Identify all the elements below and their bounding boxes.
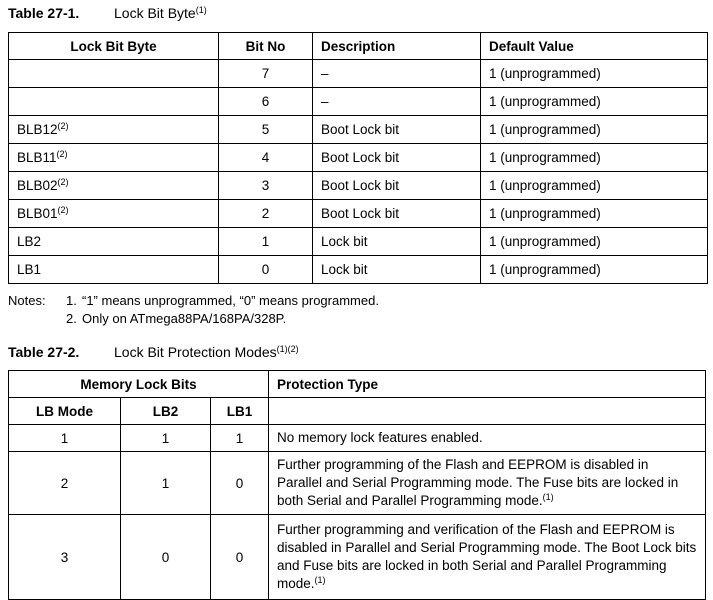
notes-label: Notes: [8, 293, 46, 308]
table-row [9, 515, 706, 600]
default-value-cell [481, 228, 708, 256]
table1-notes [8, 292, 379, 328]
lock-bit-name-text: BLB11 [17, 150, 57, 165]
bit-number-cell [219, 116, 313, 144]
lock-bit-name-cell [9, 144, 219, 172]
default-value-cell [481, 88, 708, 116]
table1-number: Table 27-1. [8, 5, 80, 21]
table-row [9, 116, 708, 144]
table2-title-footnote: (1)(2) [276, 344, 299, 354]
default-value-cell [481, 60, 708, 88]
lb-mode-cell: 1 [9, 425, 121, 452]
bit-number-cell [219, 256, 313, 284]
protection-type-cell [269, 425, 706, 452]
description-cell [313, 60, 481, 88]
lock-bit-name-cell [9, 116, 219, 144]
table2-body [9, 371, 706, 600]
footnote-ref: (2) [56, 149, 68, 159]
table1-title-footnote: (1) [195, 5, 207, 15]
bit-number-text: 2 [261, 206, 270, 221]
table2-number: Table 27-2. [8, 344, 80, 360]
description-cell [313, 116, 481, 144]
lock-bit-name-text: BLB12 [17, 122, 58, 137]
bit-number-cell [219, 144, 313, 172]
note-number: 1. [66, 293, 77, 308]
note-number: 2. [66, 311, 77, 326]
table-row [9, 425, 706, 452]
bit-number-text: 3 [261, 178, 270, 193]
footnote-ref: (2) [57, 205, 69, 215]
description-cell [313, 172, 481, 200]
protection-type-text: Further programming of the Flash and EEPROM is disabled in Parallel and Serial Programming mode. The Fuse bits are locked in both Serial and Parallel Programming mode. [277, 457, 679, 508]
description-cell [313, 256, 481, 284]
bit-number-text: 0 [261, 262, 270, 277]
lock-bit-name-text: LB1 [17, 262, 42, 277]
bit-number-text: 7 [261, 66, 270, 81]
table1-header-row [9, 33, 708, 60]
footnote-ref: (2) [57, 177, 69, 187]
default-value-text: 1 (unprogrammed) [489, 206, 601, 221]
note-row [8, 310, 379, 328]
bit-number-text: 4 [261, 150, 270, 165]
table1-title: Lock Bit Byte [114, 5, 196, 21]
footnote-ref: (2) [57, 121, 69, 131]
description-text: – [321, 66, 329, 81]
table-row [9, 144, 708, 172]
lock-bit-byte-table [8, 32, 708, 284]
bit-number-cell [219, 172, 313, 200]
default-value-cell [481, 172, 708, 200]
description-text: Boot Lock bit [321, 122, 400, 137]
bit-number-text: 6 [261, 94, 270, 109]
header-protection-type: Protection Type [269, 371, 706, 398]
lock-bit-protection-modes-table [8, 370, 706, 600]
lock-bit-name-cell [9, 256, 219, 284]
default-value-text: 1 (unprogrammed) [489, 66, 601, 81]
default-value-text: 1 (unprogrammed) [489, 122, 601, 137]
default-value-text: 1 (unprogrammed) [489, 262, 601, 277]
description-text: Lock bit [321, 262, 368, 277]
description-cell [313, 88, 481, 116]
table-row [9, 200, 708, 228]
description-text: Boot Lock bit [321, 150, 400, 165]
protection-type-cell [269, 515, 706, 600]
bit-number-cell [219, 200, 313, 228]
bit-number-text: 1 [261, 234, 270, 249]
default-value-text: 1 (unprogrammed) [489, 178, 601, 193]
table2-subheader-row [9, 398, 706, 425]
description-text: Lock bit [321, 234, 368, 249]
lb2-cell: 1 [121, 452, 211, 515]
default-value-cell [481, 116, 708, 144]
header-lb2: LB2 [121, 398, 211, 425]
table1-caption [8, 5, 207, 21]
lb1-cell: 0 [211, 515, 269, 600]
bit-number-cell [219, 60, 313, 88]
lb-mode-cell: 2 [9, 452, 121, 515]
default-value-text: 1 (unprogrammed) [489, 150, 601, 165]
default-value-cell [481, 144, 708, 172]
default-value-text: 1 (unprogrammed) [489, 94, 601, 109]
default-value-text: 1 (unprogrammed) [489, 234, 601, 249]
header-bit-no: Bit No [219, 33, 313, 60]
default-value-cell [481, 200, 708, 228]
table-row [9, 228, 708, 256]
protection-type-text: No memory lock features enabled. [277, 430, 483, 445]
header-default-value: Default Value [481, 33, 708, 60]
table-row [9, 452, 706, 515]
table2-header-row [9, 371, 706, 398]
table1-body [9, 60, 708, 284]
lb2-cell: 0 [121, 515, 211, 600]
lb1-cell: 0 [211, 452, 269, 515]
lock-bit-name-cell [9, 200, 219, 228]
table2-title: Lock Bit Protection Modes [114, 344, 277, 360]
lock-bit-name-text: BLB01 [17, 206, 58, 221]
table2-caption [8, 344, 299, 360]
description-cell [313, 200, 481, 228]
lb1-cell: 1 [211, 425, 269, 452]
header-lb1: LB1 [211, 398, 269, 425]
footnote-ref: (1) [314, 575, 326, 585]
lock-bit-name-cell [9, 228, 219, 256]
lock-bit-name-text: BLB02 [17, 178, 58, 193]
note-text: Only on ATmega88PA/168PA/328P. [82, 311, 287, 326]
description-cell [313, 228, 481, 256]
lock-bit-name-text: LB2 [17, 234, 42, 249]
default-value-cell [481, 256, 708, 284]
table-row [9, 60, 708, 88]
lock-bit-name-cell [9, 88, 219, 116]
protection-type-cell [269, 452, 706, 515]
table-row [9, 172, 708, 200]
note-row [8, 292, 379, 310]
table-row [9, 88, 708, 116]
header-description: Description [313, 33, 481, 60]
bit-number-cell [219, 88, 313, 116]
header-lock-bit-byte: Lock Bit Byte [9, 33, 219, 60]
lock-bit-name-cell [9, 60, 219, 88]
protection-type-text: Further programming and verification of the Flash and EEPROM is disabled in Parallel and Serial Programming mode. The Boot Lock bits and Fuse bits are locked in both Serial and Parallel Programming mode. [277, 522, 697, 591]
lb-mode-cell: 3 [9, 515, 121, 600]
lb2-cell: 1 [121, 425, 211, 452]
bit-number-cell [219, 228, 313, 256]
bit-number-text: 5 [261, 122, 270, 137]
footnote-ref: (1) [542, 492, 554, 502]
description-text: Boot Lock bit [321, 206, 400, 221]
description-cell [313, 144, 481, 172]
table-row [9, 256, 708, 284]
header-empty [269, 398, 706, 425]
description-text: – [321, 94, 329, 109]
note-text: “1” means unprogrammed, “0” means programmed. [82, 293, 379, 308]
header-memory-lock-bits: Memory Lock Bits [9, 371, 269, 398]
lock-bit-name-cell [9, 172, 219, 200]
header-lb-mode: LB Mode [9, 398, 121, 425]
description-text: Boot Lock bit [321, 178, 400, 193]
